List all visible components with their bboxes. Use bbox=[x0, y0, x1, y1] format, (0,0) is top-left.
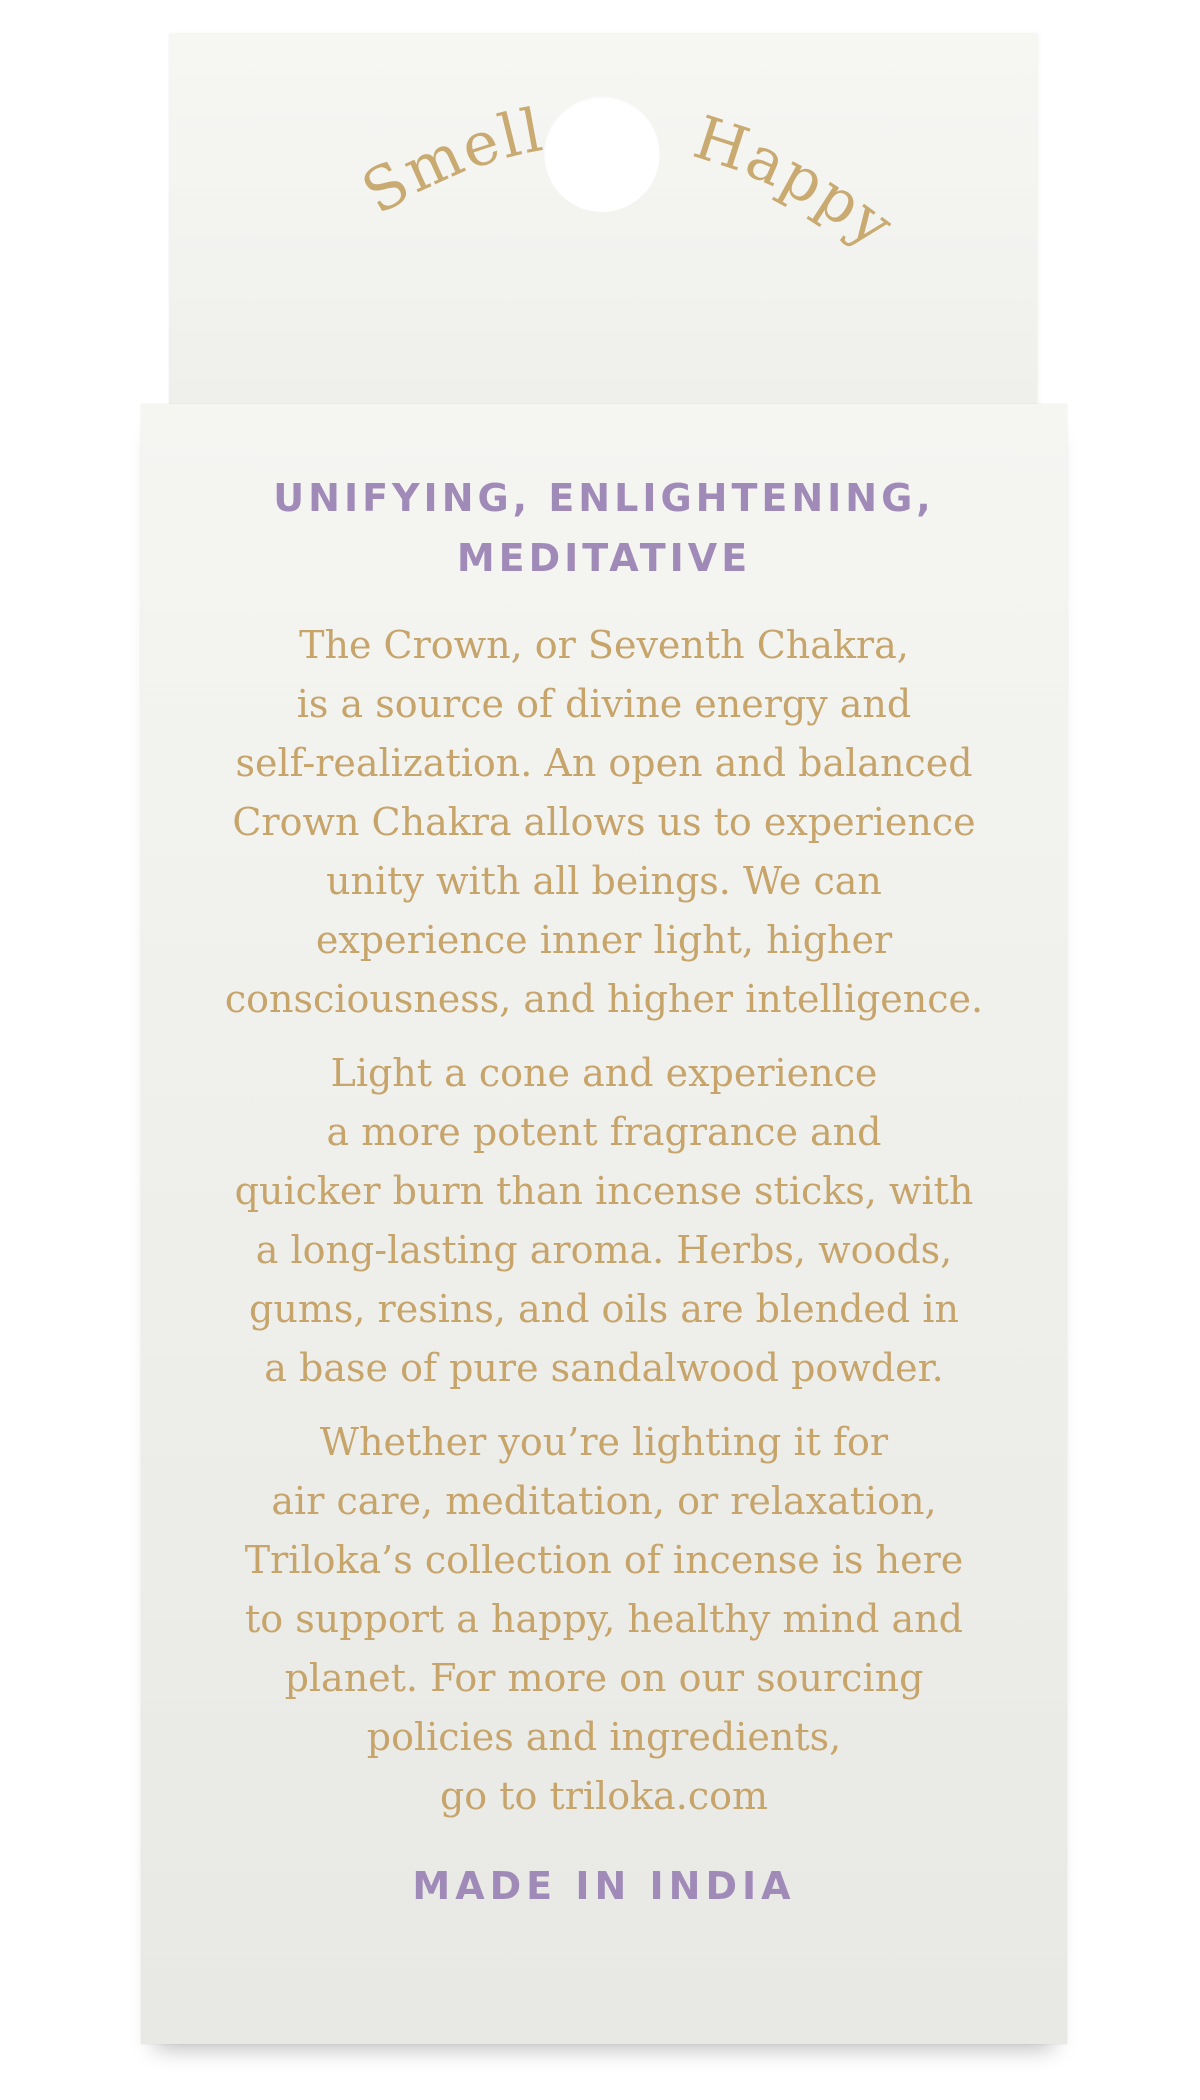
cone-paragraph: Light a cone and experience a more potent fragrance and quicker burn than incense sticks, with a long-lasting aroma. Herbs, woods, gums, resins, and oils are blended in a base of pure sandalwood powder. bbox=[234, 1051, 974, 1390]
card-content bbox=[141, 404, 1067, 1908]
made-in-india-label: MADE IN INDIA bbox=[412, 1864, 796, 1908]
crown-chakra-paragraph: The Crown, or Seventh Chakra, is a source of divine energy and self-realization. An open and balanced Crown Chakra allows us to experience unity with all beings. We can experience inner light, higher consciousness, and higher intelligence. bbox=[224, 623, 984, 1021]
smell-happy-arc bbox=[0, 0, 1200, 320]
arc-word-smell: Smell bbox=[350, 95, 550, 229]
triloka-paragraph: Whether you’re lighting it for air care, meditation, or relaxation, Triloka’s collection of incense is here to support a happy, healthy mind and planet. For more on our sourcing policies and ingredients, go to triloka.com bbox=[244, 1420, 964, 1818]
arc-word-happy: Happy bbox=[685, 102, 908, 263]
benefits-heading: UNIFYING, ENLIGHTENING, MEDITATIVE bbox=[273, 476, 935, 580]
main-card bbox=[141, 404, 1067, 2044]
